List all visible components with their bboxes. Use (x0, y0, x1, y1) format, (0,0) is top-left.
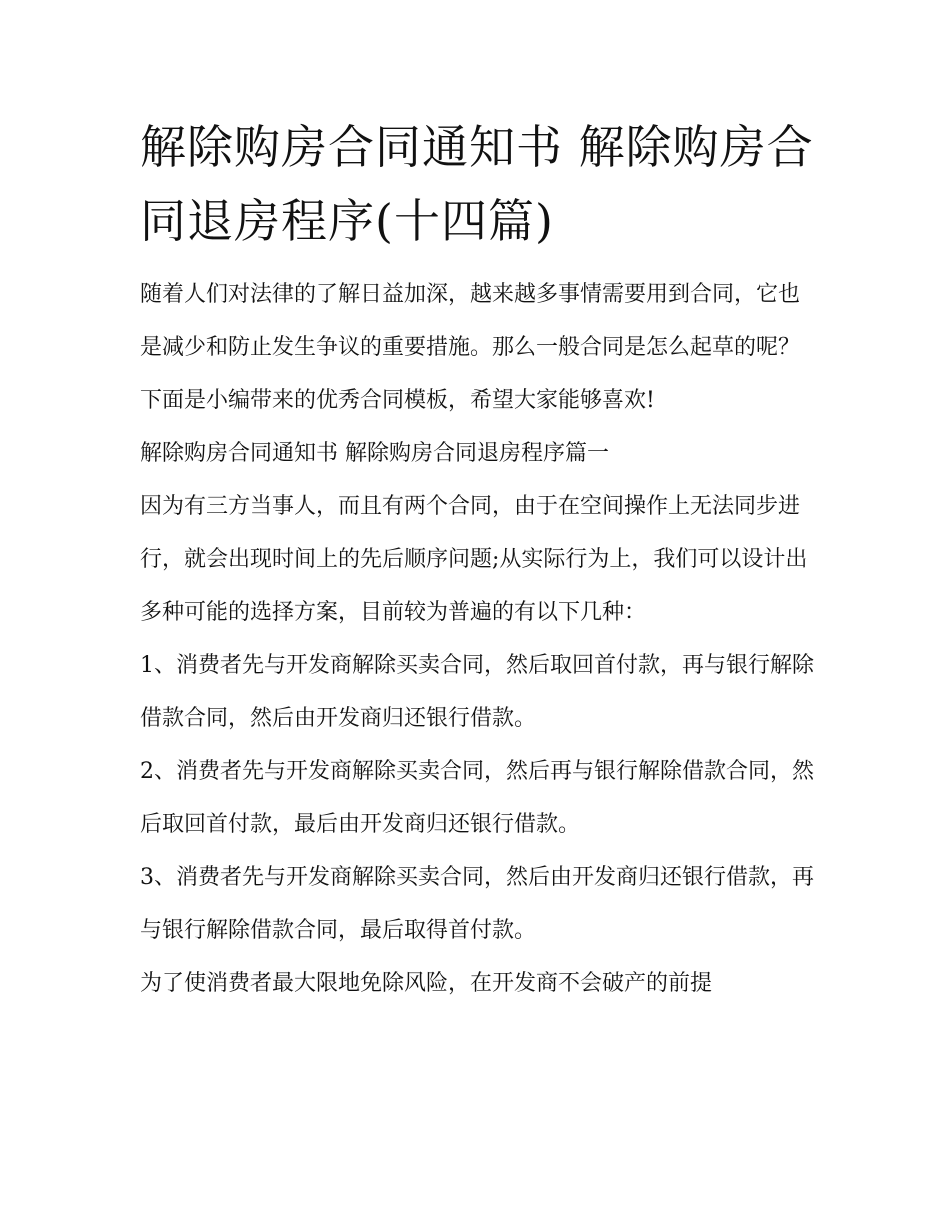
option-3-paragraph: 3、消费者先与开发商解除买卖合同，然后由开发商归还银行借款，再与银行解除借款合同，最后取得首付款。 (140, 865, 814, 943)
body-paragraph-2: 为了使消费者最大限地免除风险，在开发商不会破产的前提 (140, 971, 713, 996)
section-heading: 解除购房合同通知书 解除购房合同退房程序篇一 (140, 441, 609, 466)
document-page (140, 110, 820, 1010)
option-2-paragraph: 2、消费者先与开发商解除买卖合同，然后再与银行解除借款合同，然后取回首付款，最后由开发商归还银行借款。 (140, 759, 814, 837)
option-1-paragraph: 1、消费者先与开发商解除买卖合同，然后取回首付款，再与银行解除借款合同，然后由开发商归还银行借款。 (140, 653, 814, 731)
document-title: 解除购房合同通知书 解除购房合同退房程序(十四篇) (140, 120, 814, 248)
intro-paragraph: 随着人们对法律的了解日益加深，越来越多事情需要用到合同，它也是减少和防止发生争议的重要措施。那么一般合同是怎么起草的呢？下面是小编带来的优秀合同模板，希望大家能够喜欢! (140, 282, 801, 413)
body-paragraph-1: 因为有三方当事人，而且有两个合同，由于在空间操作上无法同步进行，就会出现时间上的先后顺序问题;从实际行为上，我们可以设计出多种可能的选择方案，目前较为普遍的有以下几种： (140, 494, 808, 625)
